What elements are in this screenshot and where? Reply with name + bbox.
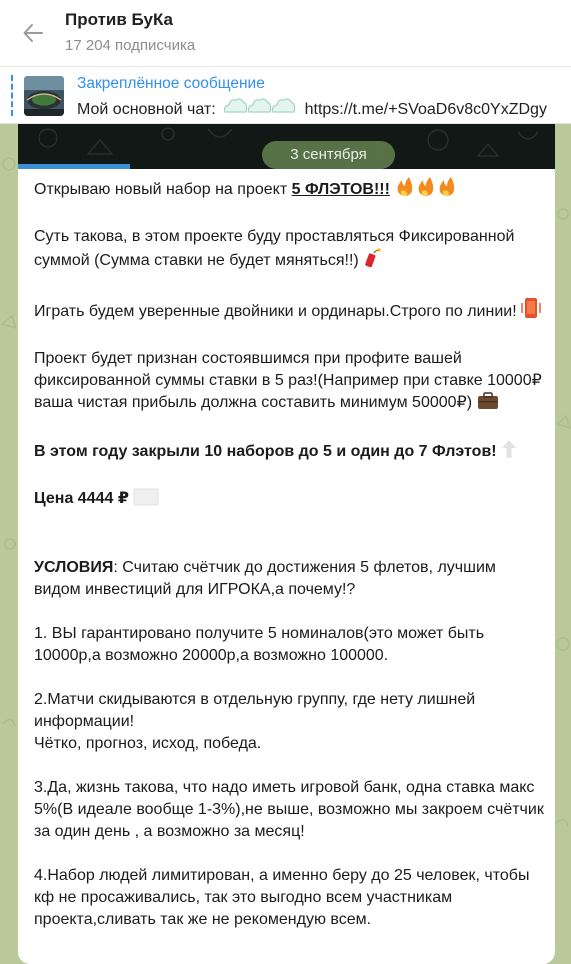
intro-text: Открываю новый набор на проект: [34, 181, 292, 198]
up-arrow-emoji: [501, 439, 517, 466]
phone-icon: [521, 297, 541, 319]
paragraph-success-condition: [34, 348, 546, 417]
channel-post: [18, 124, 555, 964]
cloud-icon: [222, 96, 296, 116]
date-separator: 3 сентября: [262, 141, 395, 169]
condition-item-2-note: Чётко, прогноз, исход, победа.: [34, 735, 262, 752]
condition-item-4: [34, 865, 546, 931]
firecracker-icon: [363, 248, 381, 268]
pinned-text-prefix: Мой основной чат:: [77, 101, 216, 118]
back-button[interactable]: [18, 18, 48, 48]
up-arrow-icon: [501, 439, 517, 459]
project-name: 5 ФЛЭТОВ!!!: [291, 181, 390, 198]
stadium-image: [24, 76, 64, 116]
media-progress-bar: [18, 164, 130, 169]
pinned-label: Закреплённое сообщение: [77, 75, 265, 92]
white-square-icon: [133, 488, 159, 506]
success-condition-text: Проект будет признан состоявшимся при профите вашей фиксированной суммы ставки в 5 раз!(Например при ставке 10000₽ ваша чистая прибыль должна составить минимум 50000₽): [34, 350, 542, 411]
firecracker-emoji: [363, 248, 381, 275]
briefcase-icon: [477, 392, 499, 410]
pinned-text: [77, 96, 547, 121]
pinned-indicator: [11, 75, 13, 116]
subscriber-count: 17 204 подписчика: [65, 37, 196, 54]
conditions-text: : Считаю счётчик до достижения 5 флетов, лучшим видом инвестиций для ИГРОКА,а почему!?: [34, 559, 496, 598]
paragraph-fixed-sum: [34, 226, 546, 275]
paragraph-doubles: [34, 297, 546, 326]
fire-emoji-group: [394, 177, 456, 204]
paragraph-intro: [34, 177, 546, 204]
arrow-left-icon: [22, 22, 44, 44]
paragraph-price: [34, 488, 546, 513]
cloud-emoji-group: [222, 96, 296, 121]
channel-title[interactable]: Против БуКа: [65, 10, 174, 29]
fire-icon: [394, 177, 456, 197]
doubles-text: Играть будем уверенные двойники и ординары.Строго по линии!: [34, 303, 517, 320]
pinned-message-bar[interactable]: [0, 67, 571, 124]
pinned-link[interactable]: https://t.me/+SVoaD6v8c0YxZDgy: [304, 101, 547, 118]
condition-item-3-text: 3.Да, жизнь такова, что надо иметь игровой банк, одна ставка макс 5%(В идеале вообще 1-3%),не выше, возможно мы закроем счётчик за один день , а возможно за месяц!: [34, 779, 544, 840]
conditions-label: УСЛОВИЯ: [34, 559, 114, 576]
condition-item-1: [34, 623, 546, 667]
fixed-sum-text: Суть такова, в этом проекте буду проставляться Фиксированной суммой (Сумма ставки не будет мяняться!!): [34, 228, 515, 269]
briefcase-emoji: [477, 392, 499, 417]
price-text: Цена 4444 ₽: [34, 490, 129, 507]
paragraph-conditions: [34, 557, 546, 601]
stats-text: В этом году закрыли 10 наборов до 5 и один до 7 Флэтов!: [34, 443, 497, 460]
condition-item-2-text: 2.Матчи скидываются в отдельную группу, где нету лишней информации!: [34, 691, 476, 730]
condition-item-2: [34, 689, 546, 755]
white-square-emoji: [133, 488, 159, 513]
condition-item-4-text: 4.Набор людей лимитирован, а именно беру до 25 человек, чтобы кф не просаживались, так это выгодно всем участникам проекта,сливать так же не рекомендую всем.: [34, 867, 530, 928]
post-text: [34, 177, 546, 953]
condition-item-3: [34, 777, 546, 843]
condition-item-1-text: 1. ВЫ гарантировано получите 5 номиналов(это может быть 10000р,а возможно 20000р,а возможно 100000.: [34, 625, 485, 664]
stadium-thumbnail: [24, 76, 64, 116]
vibrating-phone-emoji: [521, 297, 541, 326]
channel-header: [0, 0, 571, 67]
paragraph-stats: [34, 439, 546, 466]
